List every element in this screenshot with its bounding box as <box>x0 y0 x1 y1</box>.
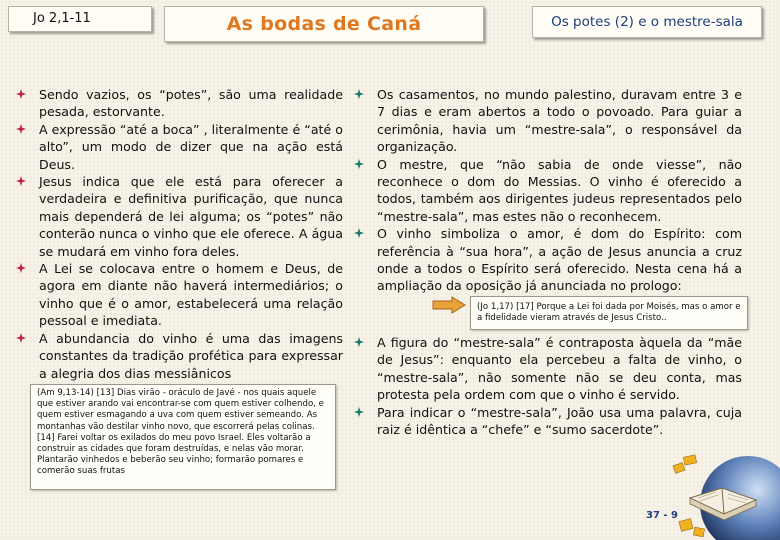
right-column <box>352 86 742 295</box>
bullet-text: O vinho simboliza o amor, é dom do Espírito: com referência à “sua hora”, a ação de Jesus anuncia a cruz onde a todos o Espírito será oferecido. Nesta cena há a ampliação da oposição já anunciada no prologo: <box>377 226 742 294</box>
bullet-icon <box>354 228 364 238</box>
reference-label: Jo 2,1-11 <box>33 11 91 26</box>
amos-quote-box <box>30 384 336 490</box>
bullet-icon <box>354 159 364 169</box>
list-item <box>352 334 742 404</box>
bullet-icon <box>16 333 26 343</box>
bullet-icon <box>354 89 364 99</box>
amos-quote-text: (Am 9,13-14) [13] Dias virão - oráculo de Javé - nos quais aquele que estiver arando vai encontrar-se com quem estiver colhendo, e quem estiver esmagando a uva com quem estiver semeando. As montanhas vão destilar vinho novo, que escorrerá pelas colinas. [14] Farei voltar os exilados do meu povo Israel. Eles voltarão a construir as cidades que foram destruídas, e nelas vão morar. Plantarão vinhedos e beberão seu vinho; formarão pomares e comerão suas frutas <box>37 388 324 477</box>
decorative-globe-book-image <box>664 448 780 540</box>
bullet-text: A figura do “mestre-sala” é contraposta àquela da “mãe de Jesus”: enquanto ela percebeu a falta de vinho, o “mestre-sala”, não somente não se deu conta, mas protesta pela ordem com que o vinho é servido. <box>377 335 742 403</box>
list-item <box>14 86 343 121</box>
bullet-text: Os casamentos, no mundo palestino, duravam entre 3 e 7 dias e eram abertos a todo o povoado. Para guiar a cerimônia, havia um “mestre-sala”, o responsável da organização. <box>377 87 742 155</box>
page-title: As bodas de Caná <box>226 13 422 35</box>
bullet-text: Sendo vazios, os “potes”, são uma realidade pesada, estorvante. <box>39 87 343 120</box>
list-item <box>352 86 742 156</box>
bullet-icon <box>16 176 26 186</box>
bullet-text: A expressão “até a boca” , literalmente é “até o alto”, um modo de dizer que na ação está Deus. <box>39 121 343 172</box>
john-quote-text: (Jo 1,17) [17] Porque a Lei foi dada por Moisés, mas o amor e a fidelidade vieram através de Jesus Cristo.. <box>477 302 741 324</box>
list-item <box>352 225 742 295</box>
title-box <box>164 6 484 42</box>
list-item <box>352 156 742 226</box>
bullet-text: Para indicar o “mestre-sala”, João usa uma palavra, cuja raiz é idêntica a “chefe” e “sumo sacerdote”. <box>377 404 742 438</box>
bullet-icon <box>354 407 364 417</box>
reference-box <box>8 6 152 32</box>
subtitle-box <box>532 6 762 38</box>
john-quote-box <box>470 296 748 330</box>
left-column <box>14 86 343 382</box>
bullet-text: Jesus indica que ele está para oferecer a verdadeira e definitiva purificação, que nunca mais dependerá de lei alguma; os “potes” não conterão nunca o vinho que ele oferece. A água se mudará em vinho fora deles. <box>39 174 343 259</box>
bullet-text: A Lei se colocava entre o homem e Deus, de agora em diante não haverá intermediários; o vinho que é o amor, estabelecerá uma relação pessoal e imediata. <box>39 261 343 329</box>
bullet-icon <box>16 124 26 134</box>
bullet-icon <box>16 263 26 273</box>
bullet-text: O mestre, que “não sabia de onde viesse”, não reconhece o dom do Messias. O vinho é oferecido a todos, também aos dirigentes judeus representados pelo “mestre-sala”, mas estes não o reconhecem. <box>377 156 742 224</box>
list-item <box>14 330 343 382</box>
list-item <box>352 404 742 439</box>
bullet-icon <box>354 337 364 347</box>
arrow-right-icon <box>432 296 466 314</box>
list-item <box>14 260 343 330</box>
list-item <box>14 121 343 173</box>
bullet-icon <box>16 89 26 99</box>
list-item <box>14 173 343 260</box>
right-column-bottom <box>352 334 742 438</box>
page-number: 37 - 9 <box>646 510 678 521</box>
page-subtitle: Os potes (2) e o mestre-sala <box>551 14 743 30</box>
bullet-text: A abundancia do vinho é uma das imagens constantes da tradição profética para expressar a alegria dos dias messiânicos <box>39 330 343 381</box>
